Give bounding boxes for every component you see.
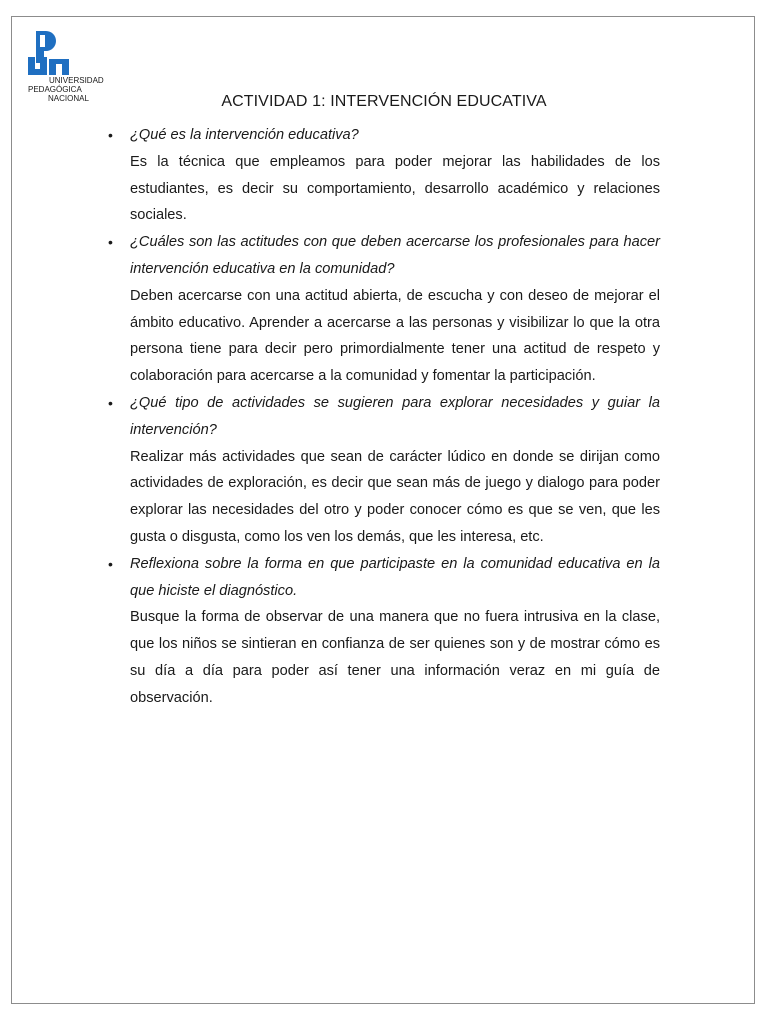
question-text: Reflexiona sobre la forma en que participaste en la comunidad educativa en la que hiciste el diagnóstico. (130, 555, 660, 599)
bullet-icon: • (108, 555, 113, 572)
list-item (108, 390, 660, 551)
question-text: ¿Qué es la intervención educativa? (130, 127, 359, 143)
bullet-icon: • (108, 394, 113, 411)
question-list (108, 122, 660, 712)
answer-text: Busque la forma de observar de una manera que no fuera intrusiva en la clase, que los niños se sintieran en confianza de ser quienes son y de mostrar cómo es su día a día para poder así tener una información veraz en mi guía de observación. (130, 609, 660, 706)
answer-text: Deben acercarse con una actitud abierta, de escucha y con deseo de mejorar el ámbito educativo. Aprender a acercarse a las personas y visibilizar lo que la otra persona tiene para decir pero primordialmente tener una actitud de respeto y colaboración para acercarse a la comunidad y fomentar la participación. (130, 287, 660, 385)
document-title: ACTIVIDAD 1: INTERVENCIÓN EDUCATIVA (221, 93, 547, 110)
question-text: ¿Cuáles son las actitudes con que deben acercarse los profesionales para hacer intervención educativa en la comunidad? (130, 234, 660, 277)
list-item (108, 122, 660, 229)
logo-line-pedagogica: PEDAGÓGICA (28, 85, 82, 94)
question-text: ¿Qué tipo de actividades se sugieren para explorar necesidades y guiar la intervención? (130, 394, 660, 438)
list-item (108, 229, 660, 390)
answer-text: Es la técnica que empleamos para poder mejorar las habilidades de los estudiantes, es decir su comportamiento, desarrollo académico y relaciones sociales. (130, 153, 660, 224)
answer-text: Realizar más actividades que sean de carácter lúdico en donde se dirijan como actividades de exploración, es decir que sean más de juego y dialogo para poder explorar las necesidades del otro y poder conocer cómo es que se ven, que les gusta o disgusta, como los ven los demás, que les interesa, etc. (130, 448, 660, 545)
logo-line-nacional: NACIONAL (48, 94, 89, 103)
bullet-icon: • (108, 127, 113, 143)
document-page (11, 16, 755, 1004)
list-item (108, 551, 660, 712)
bullet-icon: • (108, 234, 113, 251)
upn-logo-mark (27, 31, 73, 75)
logo-line-universidad: UNIVERSIDAD (49, 76, 104, 85)
